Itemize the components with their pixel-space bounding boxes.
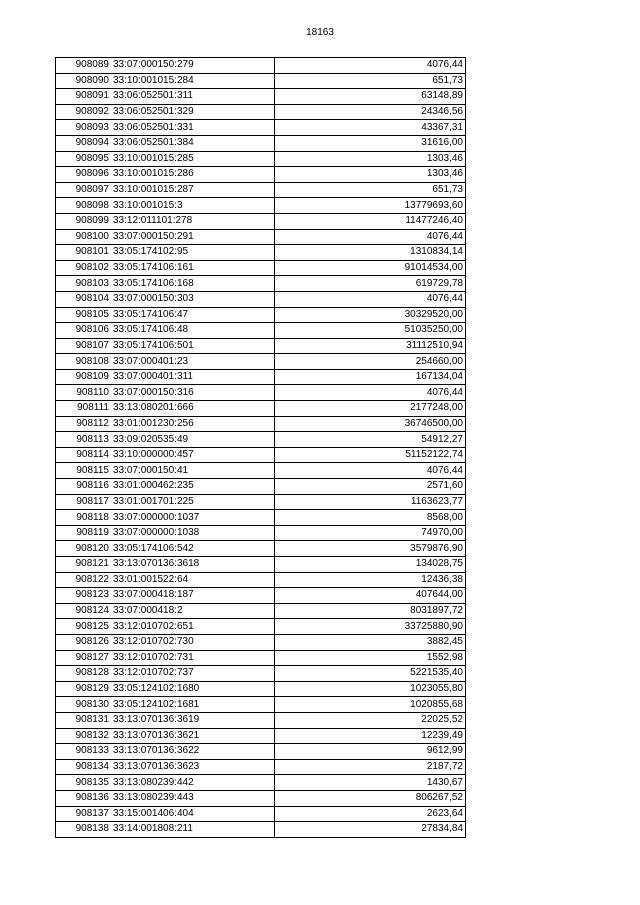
value-cell: 134028,75 [275, 557, 466, 573]
cadastral-number-cell: 33:01:001230:256 [111, 416, 275, 432]
cadastral-number-cell: 33:05:174102:95 [111, 245, 275, 261]
cadastral-number-cell: 33:01:001701:225 [111, 494, 275, 510]
value-cell: 1303,46 [275, 151, 466, 167]
value-cell: 74970,00 [275, 525, 466, 541]
cadastral-number-cell: 33:07:000150:291 [111, 229, 275, 245]
value-cell: 27834,84 [275, 822, 466, 838]
cadastral-number-cell: 33:10:001015:284 [111, 73, 275, 89]
cadastral-number-cell: 33:13:070136:3622 [111, 744, 275, 760]
cadastral-number-cell: 33:05:174106:168 [111, 276, 275, 292]
value-cell: 43367,31 [275, 120, 466, 136]
value-cell: 8031897,72 [275, 603, 466, 619]
table-row [56, 712, 466, 728]
table-row [56, 557, 466, 573]
table-row [56, 634, 466, 650]
cadastral-number-cell: 33:10:000000:457 [111, 447, 275, 463]
row-id-cell: 908135 [56, 775, 112, 791]
table-row [56, 790, 466, 806]
value-cell: 24346,56 [275, 104, 466, 120]
cadastral-number-cell: 33:10:001015:285 [111, 151, 275, 167]
cadastral-number-cell: 33:07:000150:303 [111, 291, 275, 307]
cadastral-number-cell: 33:07:000418:2 [111, 603, 275, 619]
value-cell: 806267,52 [275, 790, 466, 806]
row-id-cell: 908133 [56, 744, 112, 760]
table-row [56, 323, 466, 339]
value-cell: 31616,00 [275, 135, 466, 151]
cadastral-number-cell: 33:09:020535:49 [111, 432, 275, 448]
value-cell: 651,73 [275, 182, 466, 198]
value-cell: 4076,44 [275, 229, 466, 245]
row-id-cell: 908091 [56, 89, 112, 105]
row-id-cell: 908092 [56, 104, 112, 120]
table-row [56, 291, 466, 307]
value-cell: 30329520,00 [275, 307, 466, 323]
cadastral-number-cell: 33:12:010702:731 [111, 650, 275, 666]
table-row [56, 89, 466, 105]
cadastral-number-cell: 33:13:080239:442 [111, 775, 275, 791]
value-cell: 651,73 [275, 73, 466, 89]
value-cell: 4076,44 [275, 58, 466, 74]
row-id-cell: 908090 [56, 73, 112, 89]
table-row [56, 369, 466, 385]
table-row [56, 541, 466, 557]
cadastral-number-cell: 33:07:000150:41 [111, 463, 275, 479]
table-row [56, 759, 466, 775]
row-id-cell: 908138 [56, 822, 112, 838]
value-cell: 12239,49 [275, 728, 466, 744]
row-id-cell: 908093 [56, 120, 112, 136]
value-cell: 1310834,14 [275, 245, 466, 261]
row-id-cell: 908100 [56, 229, 112, 245]
cadastral-number-cell: 33:15:001406:404 [111, 806, 275, 822]
cadastral-number-cell: 33:12:011101:278 [111, 213, 275, 229]
row-id-cell: 908118 [56, 510, 112, 526]
value-cell: 1303,46 [275, 167, 466, 183]
row-id-cell: 908098 [56, 198, 112, 214]
cadastral-number-cell: 33:05:174106:501 [111, 338, 275, 354]
value-cell: 3579876,90 [275, 541, 466, 557]
cadastral-number-cell: 33:13:070136:3619 [111, 712, 275, 728]
value-cell: 1020855,68 [275, 697, 466, 713]
cadastral-number-cell: 33:07:000000:1037 [111, 510, 275, 526]
row-id-cell: 908132 [56, 728, 112, 744]
value-cell: 9612,99 [275, 744, 466, 760]
value-cell: 2177248,00 [275, 401, 466, 417]
table-row [56, 728, 466, 744]
row-id-cell: 908124 [56, 603, 112, 619]
cadastral-number-cell: 33:12:010702:737 [111, 666, 275, 682]
row-id-cell: 908111 [56, 401, 112, 417]
cadastral-number-cell: 33:05:174106:48 [111, 323, 275, 339]
table-row [56, 151, 466, 167]
table-row [56, 58, 466, 74]
table-row [56, 307, 466, 323]
row-id-cell: 908113 [56, 432, 112, 448]
row-id-cell: 908128 [56, 666, 112, 682]
row-id-cell: 908104 [56, 291, 112, 307]
cadastral-number-cell: 33:06:052501:331 [111, 120, 275, 136]
table-row [56, 260, 466, 276]
value-cell: 91014534,00 [275, 260, 466, 276]
table-row [56, 619, 466, 635]
cadastral-number-cell: 33:05:174106:161 [111, 260, 275, 276]
cadastral-number-cell: 33:05:174106:542 [111, 541, 275, 557]
cadastral-number-cell: 33:13:070136:3621 [111, 728, 275, 744]
row-id-cell: 908108 [56, 354, 112, 370]
table-row [56, 588, 466, 604]
table-row [56, 681, 466, 697]
table-row [56, 697, 466, 713]
cadastral-number-cell: 33:07:000401:311 [111, 369, 275, 385]
row-id-cell: 908125 [56, 619, 112, 635]
table-row [56, 401, 466, 417]
cadastral-number-cell: 33:07:000150:316 [111, 385, 275, 401]
table-row [56, 73, 466, 89]
table-row [56, 479, 466, 495]
value-cell: 3882,45 [275, 634, 466, 650]
cadastral-number-cell: 33:05:124102:1681 [111, 697, 275, 713]
value-cell: 36746500,00 [275, 416, 466, 432]
table-row [56, 213, 466, 229]
row-id-cell: 908131 [56, 712, 112, 728]
cadastral-number-cell: 33:13:070136:3618 [111, 557, 275, 573]
table-row [56, 182, 466, 198]
table-row [56, 198, 466, 214]
row-id-cell: 908094 [56, 135, 112, 151]
table-row [56, 822, 466, 838]
row-id-cell: 908095 [56, 151, 112, 167]
table-row [56, 245, 466, 261]
row-id-cell: 908096 [56, 167, 112, 183]
row-id-cell: 908101 [56, 245, 112, 261]
row-id-cell: 908106 [56, 323, 112, 339]
cadastral-number-cell: 33:12:010702:651 [111, 619, 275, 635]
cadastral-number-cell: 33:06:052501:311 [111, 89, 275, 105]
value-cell: 8568,00 [275, 510, 466, 526]
value-cell: 1163623,77 [275, 494, 466, 510]
value-cell: 4076,44 [275, 385, 466, 401]
table-row [56, 494, 466, 510]
cadastral-number-cell: 33:13:070136:3623 [111, 759, 275, 775]
value-cell: 167134,04 [275, 369, 466, 385]
cadastral-number-cell: 33:05:174106:47 [111, 307, 275, 323]
row-id-cell: 908097 [56, 182, 112, 198]
table-row [56, 463, 466, 479]
row-id-cell: 908107 [56, 338, 112, 354]
row-id-cell: 908089 [56, 58, 112, 74]
cadastral-number-cell: 33:06:052501:384 [111, 135, 275, 151]
row-id-cell: 908127 [56, 650, 112, 666]
table-row [56, 775, 466, 791]
value-cell: 12436,38 [275, 572, 466, 588]
cadastral-number-cell: 33:12:010702:730 [111, 634, 275, 650]
cadastral-number-cell: 33:07:000401:23 [111, 354, 275, 370]
cadastral-number-cell: 33:07:000150:279 [111, 58, 275, 74]
table-row [56, 432, 466, 448]
value-cell: 1552,98 [275, 650, 466, 666]
row-id-cell: 908129 [56, 681, 112, 697]
value-cell: 11477246,40 [275, 213, 466, 229]
table-row [56, 229, 466, 245]
row-id-cell: 908126 [56, 634, 112, 650]
table-row [56, 447, 466, 463]
row-id-cell: 908120 [56, 541, 112, 557]
cadastral-number-cell: 33:10:001015:3 [111, 198, 275, 214]
table-row [56, 744, 466, 760]
table-row [56, 806, 466, 822]
cadastral-number-cell: 33:13:080239:443 [111, 790, 275, 806]
row-id-cell: 908134 [56, 759, 112, 775]
cadastral-number-cell: 33:06:052501:329 [111, 104, 275, 120]
value-cell: 51152122,74 [275, 447, 466, 463]
table-row [56, 650, 466, 666]
cadastral-number-cell: 33:01:001522:64 [111, 572, 275, 588]
table-row [56, 135, 466, 151]
value-cell: 51035250,00 [275, 323, 466, 339]
cadastral-number-cell: 33:14:001808:211 [111, 822, 275, 838]
page-number: 18163 [306, 27, 334, 38]
row-id-cell: 908103 [56, 276, 112, 292]
row-id-cell: 908109 [56, 369, 112, 385]
row-id-cell: 908137 [56, 806, 112, 822]
table-row [56, 572, 466, 588]
row-id-cell: 908115 [56, 463, 112, 479]
cadastral-number-cell: 33:10:001015:286 [111, 167, 275, 183]
table-row [56, 120, 466, 136]
value-cell: 13779693,60 [275, 198, 466, 214]
row-id-cell: 908116 [56, 479, 112, 495]
value-cell: 4076,44 [275, 463, 466, 479]
table-row [56, 276, 466, 292]
value-cell: 2187,72 [275, 759, 466, 775]
table-row [56, 385, 466, 401]
value-cell: 4076,44 [275, 291, 466, 307]
row-id-cell: 908136 [56, 790, 112, 806]
value-cell: 54912,27 [275, 432, 466, 448]
cadastral-number-cell: 33:13:080201:666 [111, 401, 275, 417]
value-cell: 254660,00 [275, 354, 466, 370]
row-id-cell: 908114 [56, 447, 112, 463]
row-id-cell: 908117 [56, 494, 112, 510]
cadastral-number-cell: 33:01:000462:235 [111, 479, 275, 495]
value-cell: 1430,67 [275, 775, 466, 791]
row-id-cell: 908105 [56, 307, 112, 323]
row-id-cell: 908112 [56, 416, 112, 432]
table-row [56, 338, 466, 354]
table-row [56, 510, 466, 526]
value-cell: 63148,89 [275, 89, 466, 105]
table-row [56, 525, 466, 541]
row-id-cell: 908119 [56, 525, 112, 541]
value-cell: 407644,00 [275, 588, 466, 604]
value-cell: 619729,78 [275, 276, 466, 292]
table-row [56, 666, 466, 682]
value-cell: 2571,60 [275, 479, 466, 495]
value-cell: 1023055,80 [275, 681, 466, 697]
table-row [56, 167, 466, 183]
cadastral-number-cell: 33:10:001015:287 [111, 182, 275, 198]
value-cell: 33725880,90 [275, 619, 466, 635]
table-row [56, 354, 466, 370]
table-row [56, 603, 466, 619]
row-id-cell: 908110 [56, 385, 112, 401]
row-id-cell: 908122 [56, 572, 112, 588]
row-id-cell: 908130 [56, 697, 112, 713]
value-cell: 5221535,40 [275, 666, 466, 682]
row-id-cell: 908123 [56, 588, 112, 604]
cadastral-value-table [55, 57, 466, 838]
cadastral-number-cell: 33:05:124102:1680 [111, 681, 275, 697]
value-cell: 31112510,94 [275, 338, 466, 354]
table-body [56, 58, 466, 838]
table-row [56, 416, 466, 432]
row-id-cell: 908102 [56, 260, 112, 276]
value-cell: 22025,52 [275, 712, 466, 728]
table-row [56, 104, 466, 120]
cadastral-number-cell: 33:07:000418:187 [111, 588, 275, 604]
value-cell: 2623,64 [275, 806, 466, 822]
row-id-cell: 908099 [56, 213, 112, 229]
cadastral-number-cell: 33:07:000000:1038 [111, 525, 275, 541]
row-id-cell: 908121 [56, 557, 112, 573]
